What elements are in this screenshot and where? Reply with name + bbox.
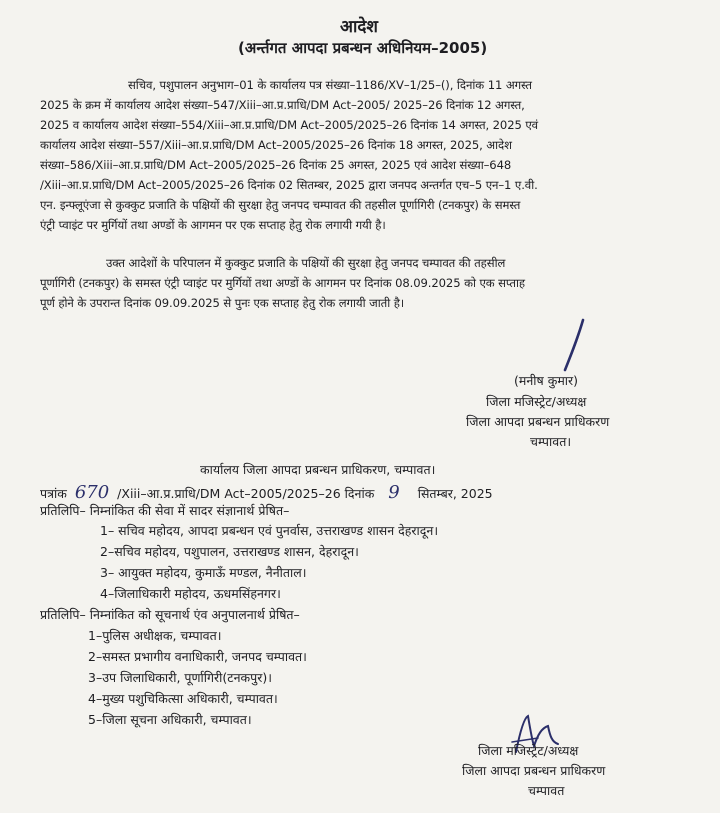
patrank-reference: /Xiii–आ.प्र.प्राधि/DM Act–2005/2025–26 दिनांक [117, 486, 375, 501]
document-title: आदेश [340, 17, 378, 37]
patrank-day: 9 [388, 482, 400, 503]
copy-1-intro: प्रतिलिपि– निम्नांकित की सेवा में सादर संज्ञानार्थ प्रेषित– [40, 503, 290, 518]
signatory-2-authority: जिला आपदा प्रबन्धन प्राधिकरण [462, 763, 606, 778]
office-heading: कार्यालय जिला आपदा प्रबन्धन प्राधिकरण, चम्पावत। [200, 462, 436, 477]
patrank-label: पत्रांक [40, 486, 67, 501]
patrank-month-year: सितम्बर, 2025 [417, 486, 493, 501]
paragraph-1 [40, 78, 700, 248]
paragraph-2 [40, 256, 700, 326]
signatory-name: (मनीष कुमार) [514, 373, 579, 388]
paragraph-2-line: पूर्णागिरी (टनकपुर) के समस्त एंट्री प्वाइंट पर मुर्गियों तथा अण्डों के आगमन पर दिनांक 08.09.2025 को एक सप्ताह [40, 276, 525, 290]
signatory-authority: जिला आपदा प्रबन्धन प्राधिकरण [466, 414, 610, 429]
copy-2-item: 4–मुख्य पशुचिकित्सा अधिकारी, चम्पावत। [88, 691, 278, 706]
paragraph-1-line: संख्या–586/Xiii–आ.प्र.प्राधि/DM Act–2005/2025–26 दिनांक 25 अगस्त, 2025 एवं आदेश संख्या–648 [40, 158, 512, 172]
patrank-line [40, 482, 493, 503]
copy-1-item: 1– सचिव महोदय, आपदा प्रबन्धन एवं पुनर्वास, उत्तराखण्ड शासन देहरादून। [100, 523, 439, 538]
signatory-designation: जिला मजिस्ट्रेट/अध्यक्ष [486, 394, 587, 409]
paragraph-1-line: सचिव, पशुपालन अनुभाग–01 के कार्यालय पत्र संख्या–1186/XV–1/25–(), दिनांक 11 अगस्त [128, 78, 532, 92]
paragraph-1-line: एंट्री प्वाइंट पर मुर्गियों तथा अण्डों के आगमन पर एक सप्ताह हेतु रोक लगायी गयी है। [40, 218, 386, 232]
copy-2-item: 3–उप जिलाधिकारी, पूर्णागिरी(टनकपुर)। [88, 670, 272, 685]
copy-2-intro: प्रतिलिपि– निम्नांकित को सूचनार्थ एंव अनुपालनार्थ प्रेषित– [40, 607, 300, 622]
signatory-2-place: चम्पावत [528, 783, 565, 798]
paragraph-1-line: एन. इन्फ्लूएंजा से कुक्कुट प्रजाति के पक्षियों की सुरक्षा हेतु जनपद चम्पावत की तहसील पूर्णागिरी (टनकपुर) के समस्त [40, 198, 521, 212]
paragraph-1-line: 2025 के क्रम में कार्यालय आदेश संख्या–547/Xiii–आ.प्र.प्राधि/DM Act–2005/ 2025–26 दिनांक 12 अगस्त, [40, 98, 525, 112]
copy-1-item: 3– आयुक्त महोदय, कुमाऊँ मण्डल, नैनीताल। [100, 565, 307, 580]
paragraph-1-line: कार्यालय आदेश संख्या–557/Xiii–आ.प्र.प्राधि/DM Act–2005/2025–26 दिनांक 18 अगस्त, 2025, आदेश [40, 138, 512, 152]
copy-2-item: 2–समस्त प्रभागीय वनाधिकारी, जनपद चम्पावत। [88, 649, 307, 664]
patrank-number: 670 [74, 482, 110, 503]
copy-1-item: 4–जिलाधिकारी महोदय, ऊधमसिंहनगर। [100, 586, 281, 601]
signatory-place: चम्पावत। [530, 434, 572, 449]
copy-2-item: 5–जिला सूचना अधिकारी, चम्पावत। [88, 712, 252, 727]
signatory-2-designation: जिला मजिस्ट्रेट/अध्यक्ष [478, 743, 579, 758]
signature-1-mark [555, 316, 595, 376]
paragraph-1-line: /Xiii–आ.प्र.प्राधि/DM Act–2005/2025–26 दिनांक 02 सितम्बर, 2025 द्वारा जनपद अन्तर्गत एच–5 एन–1 ए.वी. [40, 178, 538, 192]
copy-1-item: 2–सचिव महोदय, पशुपालन, उत्तराखण्ड शासन, देहरादून। [100, 544, 359, 559]
paragraph-1-line: 2025 व कार्यालय आदेश संख्या–554/Xiii–आ.प्र.प्राधि/DM Act–2005/2025–26 दिनांक 14 अगस्त, 2025 एवं [40, 118, 538, 132]
copy-2-item: 1–पुलिस अधीक्षक, चम्पावत। [88, 628, 222, 643]
document-subtitle: (अर्न्तगत आपदा प्रबन्धन अधिनियम–2005) [238, 39, 488, 57]
paragraph-2-line: उक्त आदेशों के परिपालन में कुक्कुट प्रजाति के पक्षियों की सुरक्षा हेतु जनपद चम्पावत की तहसील [106, 256, 506, 270]
paragraph-2-line: पूर्ण होने के उपरान्त दिनांक 09.09.2025 से पुनः एक सप्ताह हेतु रोक लगायी जाती है। [40, 296, 405, 310]
